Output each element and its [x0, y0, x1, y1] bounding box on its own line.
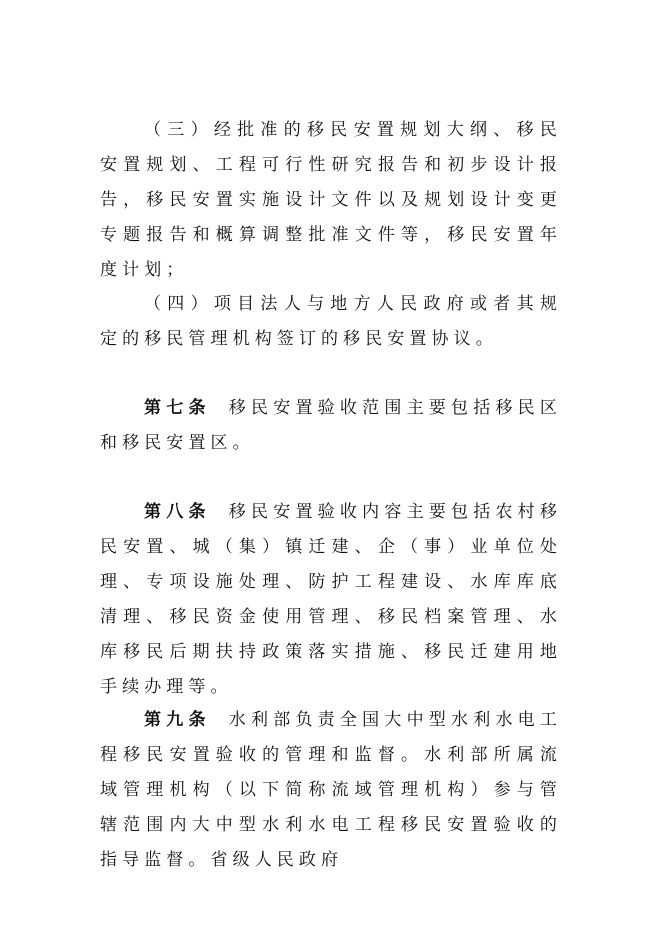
paragraph-text: （三）经批准的移民安置规划大纲、移民安置规划、工程可行性研究报告和初步设计报告，移民安置实施设计文件以及规划设计变更专题报告和概算调整批准文件等，移民安置年度计划； — [100, 120, 562, 280]
paragraph-text: （四）项目法人与地方人民政府或者其规定的移民管理机构签订的移民安置协议。 — [100, 294, 562, 349]
article-heading: 第七条 — [144, 398, 211, 418]
paragraph-item-4 — [100, 287, 562, 357]
article-text: 水利部负责全国大中型水利水电工程移民安置验收的管理和监督。水利部所属流域管理机构（以下简称流域管理机构）参与管辖范围内大中型水利水电工程移民安置验收的指导监督。省级人民政府 — [100, 710, 562, 870]
article-8 — [100, 495, 562, 705]
article-7 — [100, 391, 562, 461]
article-heading: 第八条 — [144, 502, 211, 522]
article-9 — [100, 703, 562, 878]
article-heading: 第九条 — [144, 710, 211, 730]
paragraph-item-3 — [100, 113, 562, 288]
article-text: 移民安置验收范围主要包括移民区和移民安置区。 — [100, 398, 562, 453]
article-text: 移民安置验收内容主要包括农村移民安置、城（集）镇迁建、企（事）业单位处理、专项设施处理、防护工程建设、水库库底清理、移民资金使用管理、移民档案管理、水库移民后期扶持政策落实措施、移民迁建用地手续办理等。 — [100, 502, 562, 697]
